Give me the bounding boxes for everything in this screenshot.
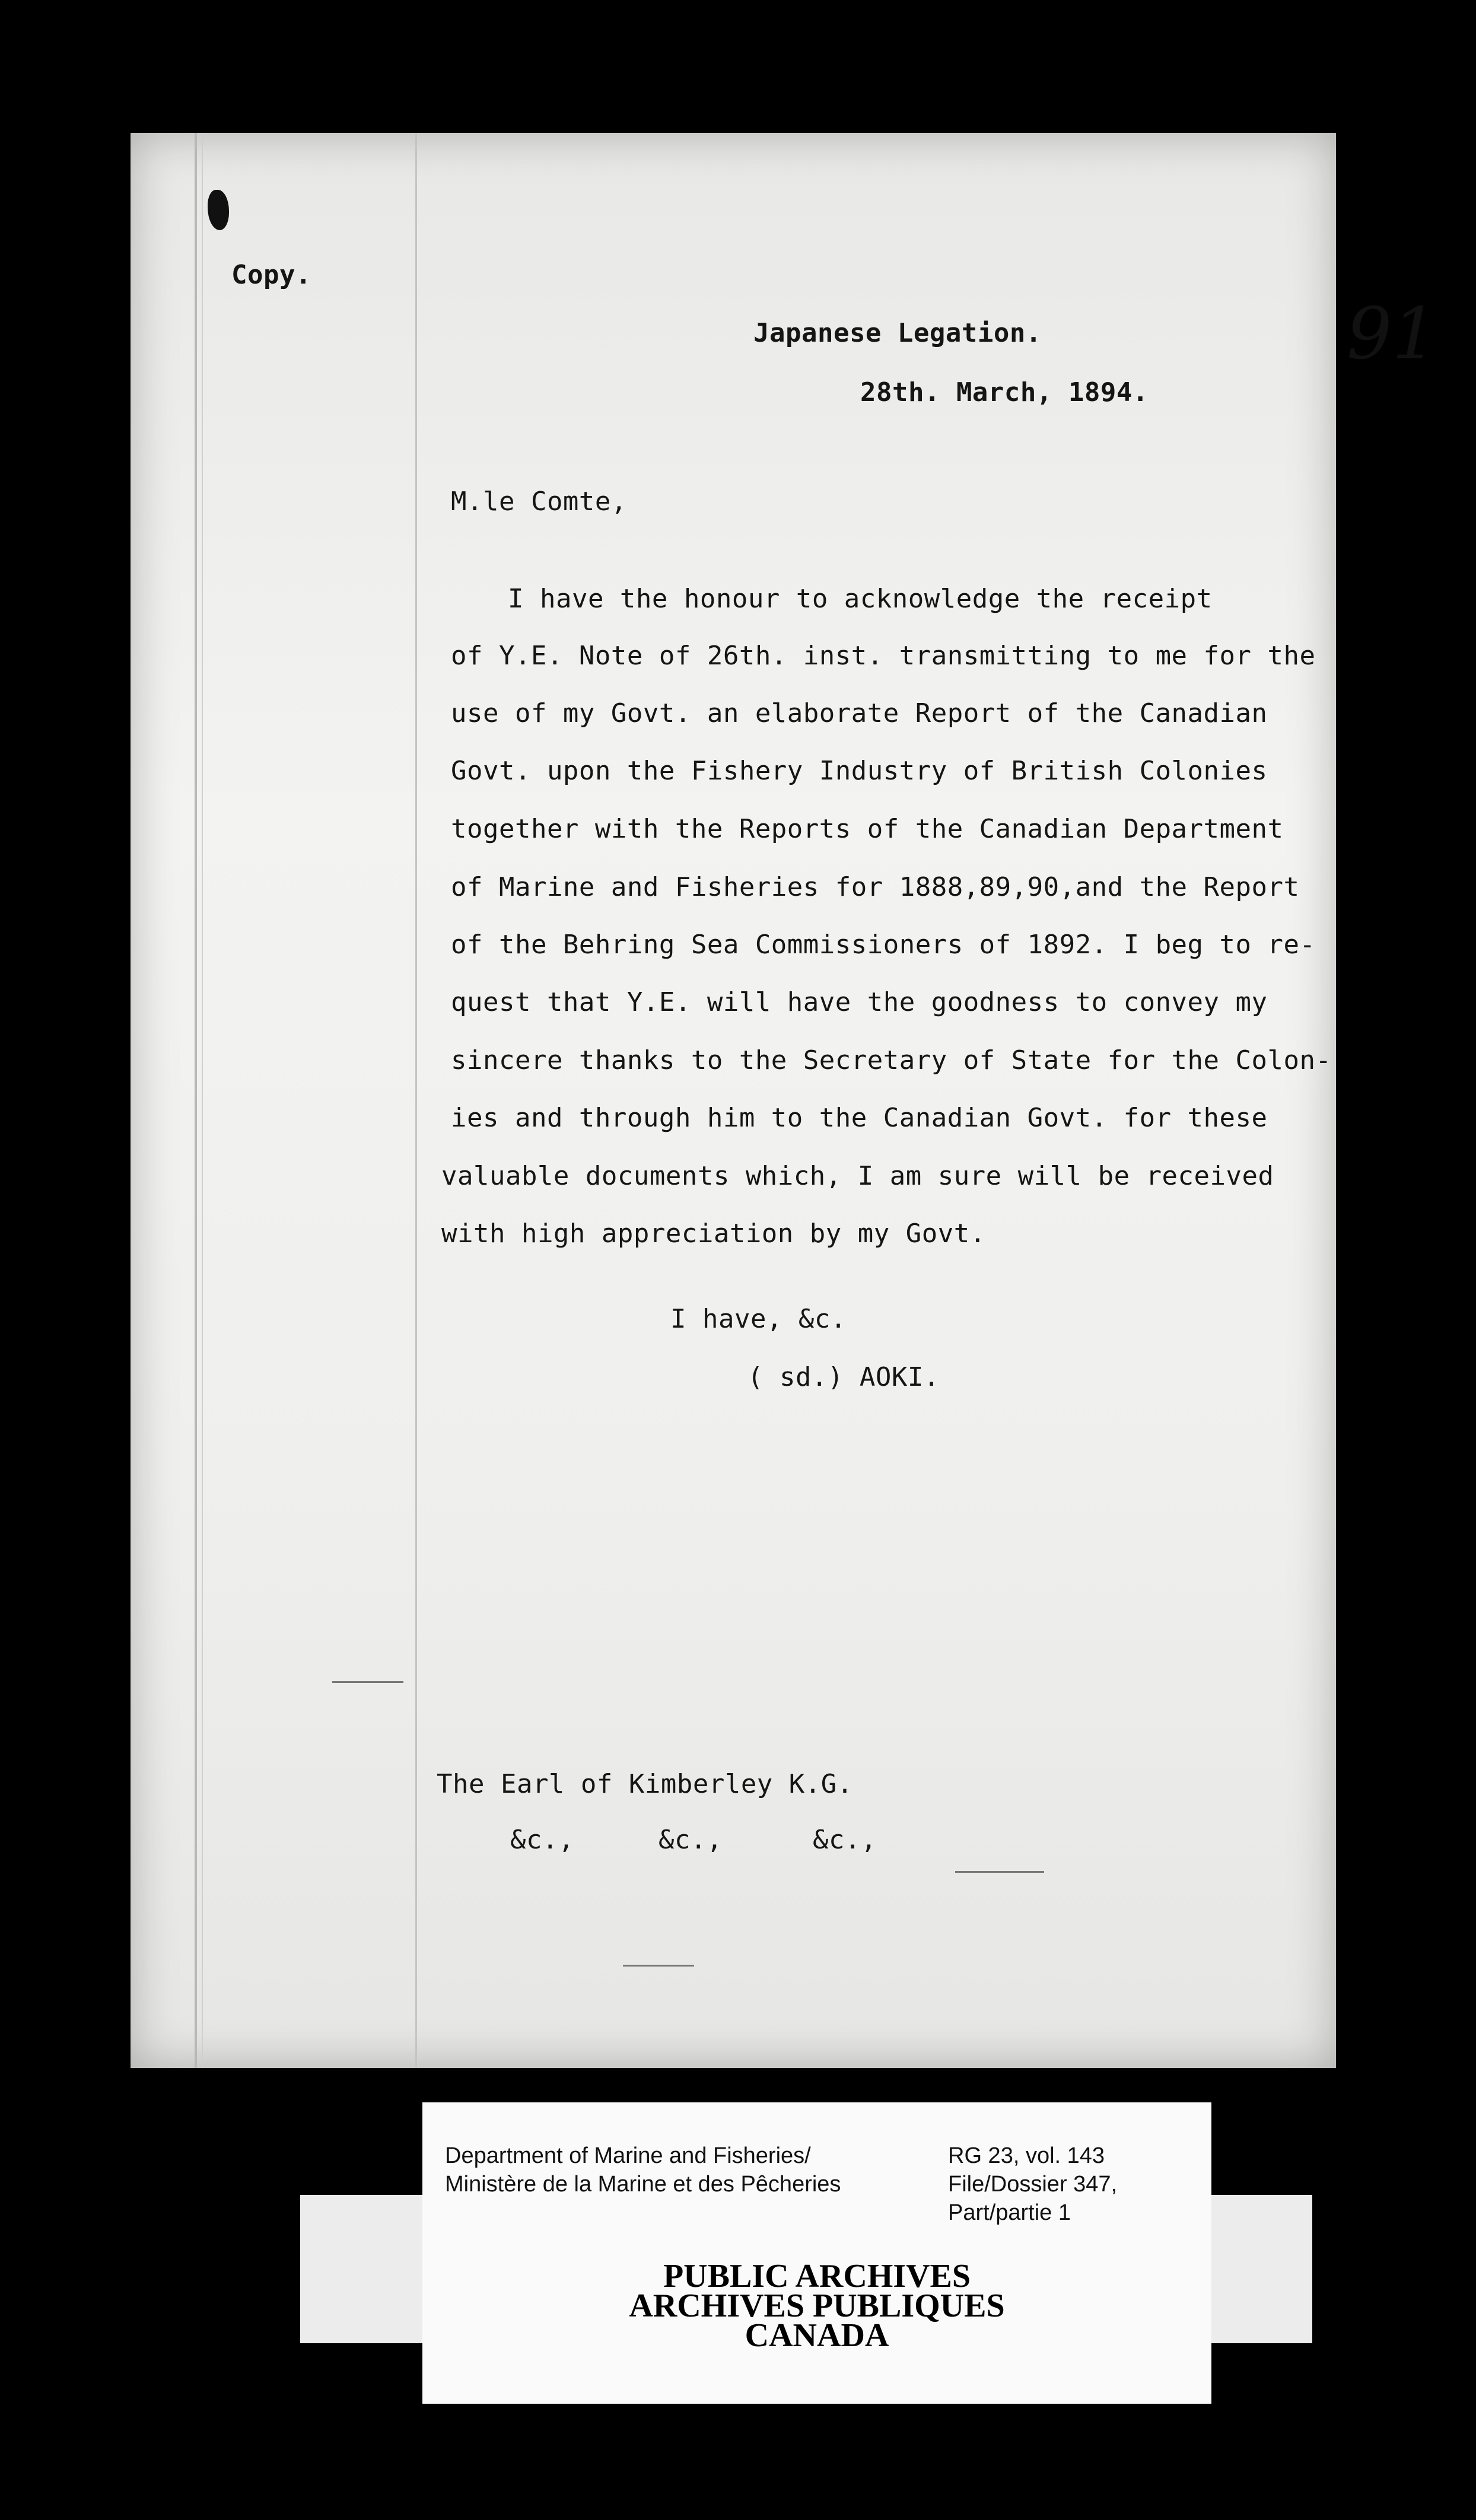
body-line: Govt. upon the Fishery Industry of British Colonies	[451, 756, 1268, 786]
body-line: sincere thanks to the Secretary of State for the Colon-	[451, 1045, 1332, 1076]
ink-blot	[208, 190, 229, 230]
legation-heading: Japanese Legation.	[753, 318, 1042, 348]
archive-label	[422, 2102, 1211, 2404]
body-line: together with the Reports of the Canadian Department	[451, 814, 1284, 844]
body-line: of the Behring Sea Commissioners of 1892. I beg to re-	[451, 930, 1316, 960]
margin-rule	[415, 133, 417, 2068]
addressee-etc: &c.,	[510, 1825, 574, 1855]
closing: I have, &c.	[670, 1304, 847, 1334]
folio-number: 91	[1347, 293, 1437, 376]
letter-date: 28th. March, 1894.	[860, 377, 1149, 408]
body-line: of Y.E. Note of 26th. inst. transmitting to me for the	[451, 641, 1316, 671]
margin-mark	[332, 1681, 403, 1683]
body-line: of Marine and Fisheries for 1888,89,90,and the Report	[451, 872, 1300, 902]
margin-rule	[202, 133, 203, 2068]
archives-title-en: PUBLIC ARCHIVES	[663, 2258, 971, 2295]
addressee-etc: &c.,	[813, 1825, 877, 1855]
document-page	[131, 133, 1437, 2068]
addressee: The Earl of Kimberley K.G.	[437, 1769, 853, 1799]
body-line: I have the honour to acknowledge the receipt	[508, 584, 1213, 614]
body-line: with high appreciation by my Govt.	[441, 1218, 986, 1249]
margin-rule	[195, 133, 197, 2068]
label-backing	[300, 2195, 422, 2343]
copy-mark: Copy.	[231, 260, 311, 290]
body-line: quest that Y.E. will have the goodness to convey my	[451, 987, 1268, 1017]
archives-country: CANADA	[745, 2317, 889, 2354]
addressee-etc: &c.,	[659, 1825, 723, 1855]
archives-title-fr: ARCHIVES PUBLIQUES	[629, 2287, 1005, 2324]
label-backing	[1211, 2195, 1312, 2343]
reference-record-group: RG 23, vol. 143	[948, 2143, 1105, 2168]
margin-mark	[623, 1965, 694, 1967]
reference-file: File/Dossier 347,	[948, 2172, 1118, 2197]
signature: ( sd.) AOKI.	[747, 1362, 940, 1392]
salutation: M.le Comte,	[451, 486, 627, 517]
department-fr: Ministère de la Marine et des Pêcheries	[445, 2172, 841, 2197]
margin-mark	[955, 1871, 1044, 1873]
body-line: valuable documents which, I am sure will be received	[441, 1161, 1274, 1191]
reference-part: Part/partie 1	[948, 2200, 1071, 2225]
body-line: ies and through him to the Canadian Govt. for these	[451, 1103, 1268, 1133]
department-en: Department of Marine and Fisheries/	[445, 2143, 811, 2168]
body-line: use of my Govt. an elaborate Report of the Canadian	[451, 698, 1268, 728]
